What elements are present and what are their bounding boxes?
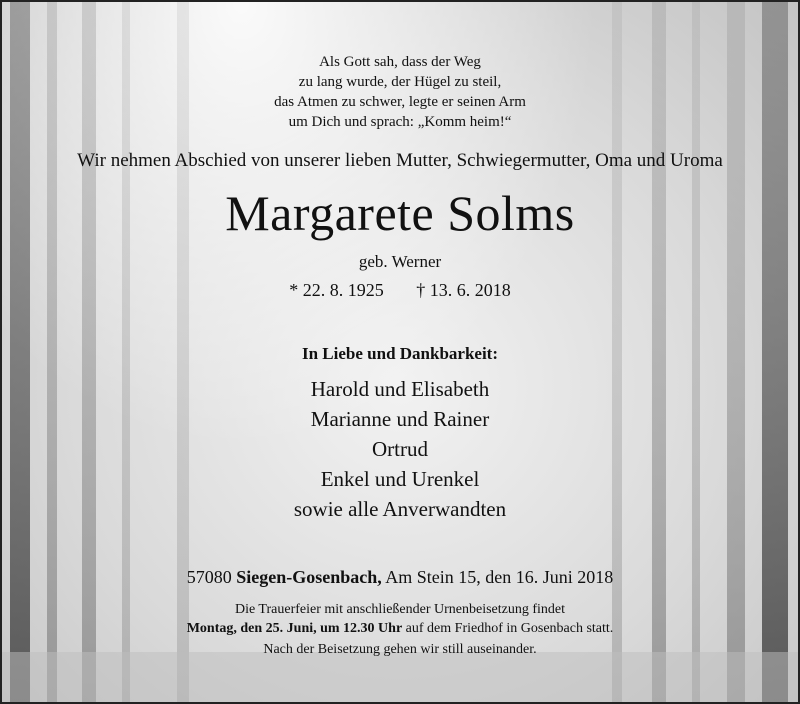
intro-text: Wir nehmen Abschied von unserer lieben Mutter, Schwiegermutter, Oma und Uroma: [77, 150, 723, 171]
postal-code: 57080: [186, 567, 232, 587]
poem-line: um Dich und sprach: „Komm heim!“: [288, 114, 512, 130]
death-date: † 13. 6. 2018: [416, 280, 511, 300]
closing-note: Nach der Beisetzung gehen wir still auseinander.: [263, 642, 537, 657]
deceased-name: Margarete Solms: [225, 185, 575, 241]
mourner: Ortrud: [372, 437, 428, 461]
poem-line: zu lang wurde, der Hügel zu steil,: [298, 74, 502, 90]
mourner: sowie alle Anverwandten: [293, 497, 507, 521]
mourners-list: [2, 374, 798, 524]
place-date-line: [2, 567, 798, 588]
service-location: auf dem Friedhof in Gosenbach statt.: [405, 621, 614, 636]
poem-line: das Atmen zu schwer, legte er seinen Arm: [274, 94, 526, 110]
mourner: Harold und Elisabeth: [310, 377, 490, 401]
poem: [2, 52, 798, 132]
city-name: Siegen-Gosenbach,: [236, 567, 382, 587]
poem-line: Als Gott sah, dass der Weg: [319, 54, 481, 70]
gratitude-heading: In Liebe und Dankbarkeit:: [301, 344, 499, 363]
service-line: Die Trauerfeier mit anschließender Urnenbeisetzung findet: [234, 602, 566, 617]
life-dates: [2, 280, 798, 301]
address-date: Am Stein 15, den 16. Juni 2018: [385, 567, 614, 587]
service-info: [2, 600, 798, 638]
service-datetime: Montag, den 25. Juni, um 12.30 Uhr: [186, 621, 403, 636]
maiden-name: geb. Werner: [358, 252, 442, 271]
obituary-text: [2, 2, 798, 702]
mourner: Marianne und Rainer: [310, 407, 490, 431]
mourner: Enkel und Urenkel: [320, 467, 480, 491]
birth-date: * 22. 8. 1925: [289, 280, 384, 300]
service-line-2: [2, 619, 798, 638]
